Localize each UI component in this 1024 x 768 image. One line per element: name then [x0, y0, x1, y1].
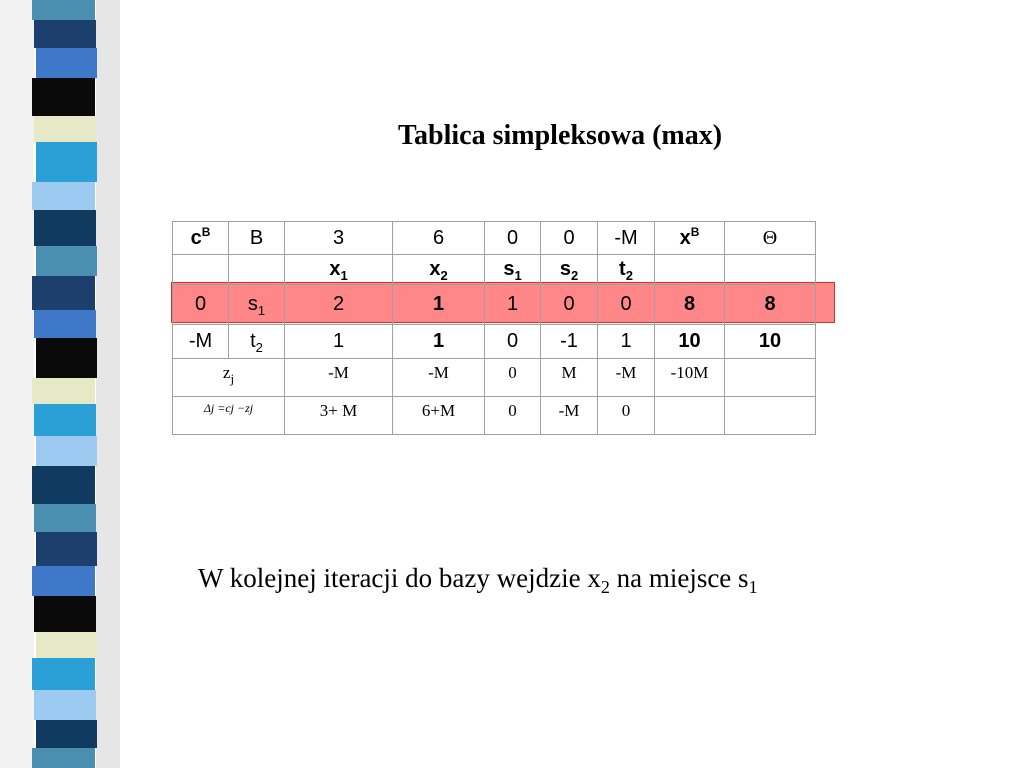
- row1-theta: 8: [725, 285, 816, 325]
- cost-t2: -M: [598, 222, 655, 255]
- delta-x2: 6+M: [393, 397, 485, 435]
- row1-s1: 1: [485, 285, 541, 325]
- var-s1: $s_1$: [485, 255, 541, 285]
- table-row-delta: [173, 397, 816, 435]
- empty-cell: [173, 255, 229, 285]
- stripe-block: [34, 20, 96, 48]
- empty-cell: [725, 255, 816, 285]
- stripe-block: [36, 48, 97, 78]
- stripe-block: [36, 532, 97, 566]
- stripe-block: [34, 596, 96, 632]
- zj-label: $z_j$: [173, 359, 285, 397]
- stripe-block: [34, 690, 96, 720]
- stripe-block: [32, 378, 95, 404]
- delta-s2: -M: [541, 397, 598, 435]
- table-row-zj: [173, 359, 816, 397]
- stripe-block: [34, 504, 96, 532]
- row2-basis: $t_2$: [229, 325, 285, 359]
- empty-cell: [725, 397, 816, 435]
- stripe-block: [32, 658, 95, 690]
- row2-xb: 10: [655, 325, 725, 359]
- cost-s2: 0: [541, 222, 598, 255]
- cb-header: $c^B$: [173, 222, 229, 255]
- basis-header: B: [229, 222, 285, 255]
- stripe-block: [36, 338, 97, 378]
- delta-label: Δj =cj −zj: [173, 397, 285, 435]
- var-x2: $x_2$: [393, 255, 485, 285]
- stripe-block: [34, 210, 96, 246]
- empty-cell: [725, 359, 816, 397]
- row1-t2: 0: [598, 285, 655, 325]
- cost-x2: 6: [393, 222, 485, 255]
- decorative-stripe: [0, 0, 120, 768]
- zj-t2: -M: [598, 359, 655, 397]
- row1-x2: 1: [393, 285, 485, 325]
- row2-t2: 1: [598, 325, 655, 359]
- row1-xb: 8: [655, 285, 725, 325]
- stripe-block: [34, 116, 96, 142]
- delta-x1: 3+ M: [285, 397, 393, 435]
- zj-x2: -M: [393, 359, 485, 397]
- row2-s1: 0: [485, 325, 541, 359]
- delta-s1: 0: [485, 397, 541, 435]
- table-row-t2: [173, 325, 816, 359]
- slide-title: Tablica simpleksowa (max): [397, 120, 723, 151]
- header-row-variables: [173, 255, 816, 285]
- stripe-block: [36, 632, 97, 658]
- row1-cb: 0: [173, 285, 229, 325]
- stripe-block: [36, 142, 97, 182]
- stripe-block: [36, 246, 97, 276]
- stripe-block: [36, 720, 97, 748]
- stripe-block: [34, 310, 96, 338]
- var-x1: $x_1$: [285, 255, 393, 285]
- stripe-block: [32, 748, 95, 768]
- stripe-block: [32, 0, 95, 20]
- cost-x1: 3: [285, 222, 393, 255]
- row1-x1: 2: [285, 285, 393, 325]
- row2-x2: 1: [393, 325, 485, 359]
- delta-t2: 0: [598, 397, 655, 435]
- row2-theta: 10: [725, 325, 816, 359]
- row2-x1: 1: [285, 325, 393, 359]
- stripe-block: [32, 78, 95, 116]
- stripe-block: [32, 276, 95, 310]
- row2-s2: -1: [541, 325, 598, 359]
- stripe-block: [34, 404, 96, 436]
- table-row-s1: [173, 285, 816, 325]
- stripe-block: [32, 466, 95, 504]
- simplex-table: [172, 221, 816, 435]
- stripe-block: [36, 436, 97, 466]
- var-s2: $s_2$: [541, 255, 598, 285]
- stripe-block: [32, 566, 95, 596]
- row1-s2: 0: [541, 285, 598, 325]
- xb-header: $x^B$: [655, 222, 725, 255]
- zj-s2: M: [541, 359, 598, 397]
- empty-cell: [655, 397, 725, 435]
- zj-s1: 0: [485, 359, 541, 397]
- cost-s1: 0: [485, 222, 541, 255]
- stripe-block: [32, 182, 95, 210]
- var-t2: $t_2$: [598, 255, 655, 285]
- theta-header: Θ: [725, 222, 816, 255]
- row1-basis: $s_1$: [229, 285, 285, 325]
- zj-xb: -10M: [655, 359, 725, 397]
- header-row-costs: [173, 222, 816, 255]
- row2-cb: -M: [173, 325, 229, 359]
- iteration-note: W kolejnej iteracji do bazy wejdzie $x_2$ na miejsce $s_1$: [198, 563, 758, 597]
- empty-cell: [655, 255, 725, 285]
- zj-x1: -M: [285, 359, 393, 397]
- empty-cell: [229, 255, 285, 285]
